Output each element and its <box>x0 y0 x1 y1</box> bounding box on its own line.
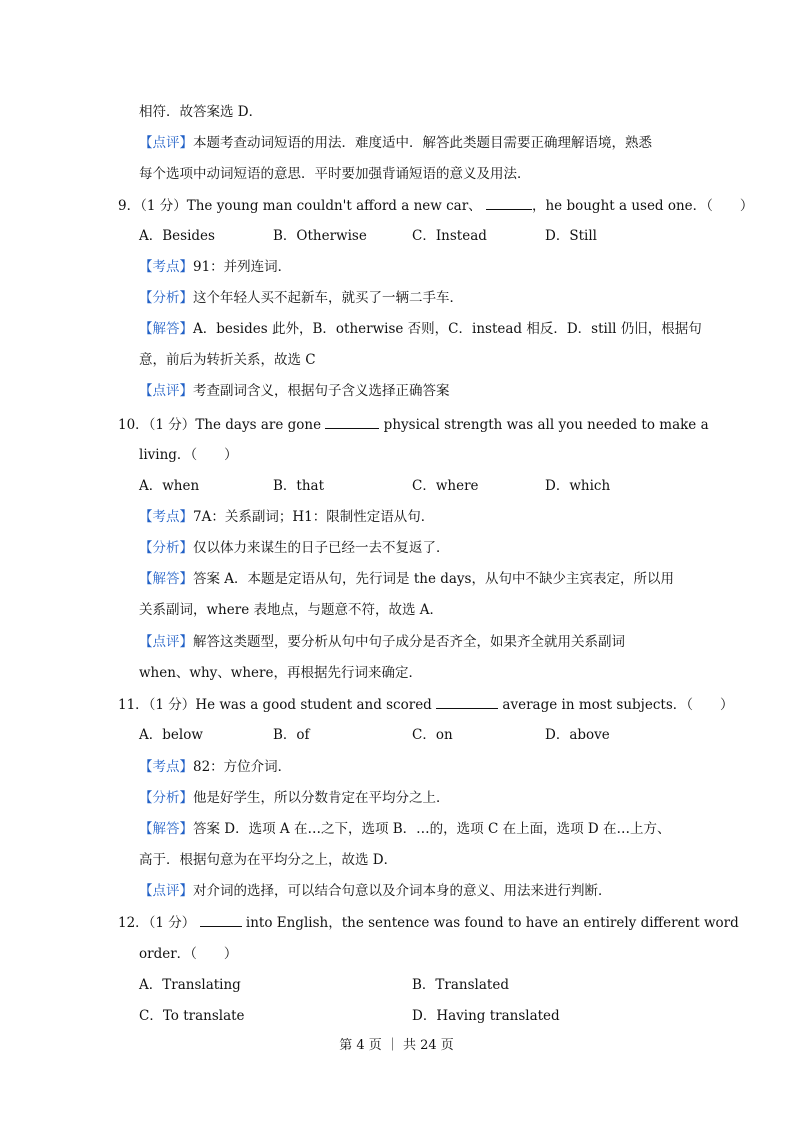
q10-jieda-cont: 关系副词，where 表地点，与题意不符，故选 A． <box>139 602 444 618</box>
jieda-tag: 【解答】 <box>139 321 193 337</box>
jieda-text: 答案 D．选项 A 在…之下，选项 B．…的，选项 C 在上面，选项 D 在…上方、 <box>193 821 671 837</box>
kaodian-text: 82：方位介词． <box>193 759 292 775</box>
answer-blank <box>436 694 498 709</box>
q11-jieda-cont: 高于．根据句意为在平均分之上，故选 D． <box>139 852 398 868</box>
option-a: A．Translating <box>139 977 241 993</box>
option-d: D．above <box>545 727 610 743</box>
q11-kaodian <box>139 757 291 777</box>
option-c: C．Instead <box>412 228 487 244</box>
option-d: D．which <box>545 478 611 494</box>
q10-jieda <box>139 569 674 589</box>
q11-dianping <box>139 881 612 901</box>
question-text: The days are gone <box>195 417 322 433</box>
option-c: C．where <box>412 478 479 494</box>
kaodian-text: 7A：关系副词；H1：限制性定语从句． <box>193 509 435 525</box>
question-number: 10．（1 分） <box>118 417 196 433</box>
question-number: 9．（1 分） <box>118 198 187 214</box>
option-b: B．Otherwise <box>273 228 367 244</box>
q9-jieda <box>139 319 702 339</box>
dianping-text: 对介词的选择，可以结合句意以及介词本身的意义、用法来进行判断． <box>193 883 612 899</box>
answer-blank <box>486 195 532 210</box>
question-text: physical strength was all you needed to make a <box>383 417 709 433</box>
fenxi-tag: 【分析】 <box>139 790 193 806</box>
question-9-stem <box>118 195 753 216</box>
q11-jieda <box>139 819 670 839</box>
jieda-text: A．besides 此外，B．otherwise 否则，C．instead 相反．D．still 仍旧，根据句 <box>193 321 702 337</box>
option-d: D．Having translated <box>412 1008 560 1024</box>
q11-fenxi <box>139 788 450 808</box>
option-c: C．on <box>412 727 453 743</box>
q10-kaodian <box>139 507 434 527</box>
question-number: 11．（1 分） <box>118 697 196 713</box>
q10-dianping <box>139 632 625 652</box>
review-tag: 【点评】 <box>139 135 193 151</box>
question-10-stem-cont: living．（ ） <box>139 447 238 463</box>
review-text-cont: 每个选项中动词短语的意思．平时要加强背诵短语的意义及用法． <box>139 166 531 182</box>
fenxi-text: 这个年轻人买不起新车，就买了一辆二手车． <box>193 290 463 306</box>
option-b: B．that <box>273 478 325 494</box>
question-text: The young man couldn't afford a new car、 <box>186 198 482 214</box>
question-12-stem <box>118 912 739 933</box>
fenxi-tag: 【分析】 <box>139 290 193 306</box>
intro-line: 相符．故答案选 D． <box>139 104 263 120</box>
option-b: B．of <box>273 727 310 743</box>
review-text: 本题考查动词短语的用法．难度适中．解答此类题目需要正确理解语境，熟悉 <box>193 135 652 151</box>
kaodian-text: 91：并列连词． <box>193 259 292 275</box>
kaodian-tag: 【考点】 <box>139 759 193 775</box>
review-paragraph <box>139 133 652 153</box>
page-footer: 第 4 页 ｜ 共 24 页 <box>339 1038 454 1053</box>
dianping-text: 解答这类题型，要分析从句中句子成分是否齐全，如果齐全就用关系副词 <box>193 634 625 650</box>
q9-jieda-cont: 意，前后为转折关系，故选 C <box>139 352 316 368</box>
dianping-text: 考查副词含义，根据句子含义选择正确答案 <box>193 383 450 399</box>
question-11-stem <box>118 694 734 715</box>
jieda-tag: 【解答】 <box>139 571 193 587</box>
jieda-tag: 【解答】 <box>139 821 193 837</box>
option-a: A．Besides <box>139 228 215 244</box>
fenxi-text: 他是好学生，所以分数肯定在平均分之上． <box>193 790 450 806</box>
question-10-stem <box>118 414 709 435</box>
fenxi-tag: 【分析】 <box>139 540 193 556</box>
q9-fenxi <box>139 288 463 308</box>
question-12-stem-cont: order．（ ） <box>139 946 238 962</box>
answer-blank <box>325 414 379 429</box>
dianping-tag: 【点评】 <box>139 383 193 399</box>
fenxi-text: 仅以体力来谋生的日子已经一去不复返了． <box>193 540 450 556</box>
answer-blank <box>200 912 242 927</box>
dianping-tag: 【点评】 <box>139 634 193 650</box>
q10-fenxi <box>139 538 450 558</box>
option-a: A．when <box>139 478 200 494</box>
jieda-text: 答案 A．本题是定语从句，先行词是 the days，从句中不缺少主宾表定，所以用 <box>193 571 674 587</box>
q9-kaodian <box>139 257 291 277</box>
question-text: He was a good student and scored <box>195 697 432 713</box>
question-number: 12．（1 分） <box>118 915 196 931</box>
option-c: C．To translate <box>139 1008 245 1024</box>
q10-dianping-cont: when、why、where，再根据先行词来确定． <box>139 665 422 681</box>
dianping-tag: 【点评】 <box>139 883 193 899</box>
q9-dianping <box>139 381 450 401</box>
kaodian-tag: 【考点】 <box>139 259 193 275</box>
question-text: ，he bought a used one．（ ） <box>531 198 754 214</box>
kaodian-tag: 【考点】 <box>139 509 193 525</box>
option-d: D．Still <box>545 228 597 244</box>
option-a: A．below <box>139 727 203 743</box>
question-text: average in most subjects．（ ） <box>502 697 734 713</box>
option-b: B．Translated <box>412 977 509 993</box>
question-text: into English，the sentence was found to have an entirely different word <box>245 915 739 931</box>
